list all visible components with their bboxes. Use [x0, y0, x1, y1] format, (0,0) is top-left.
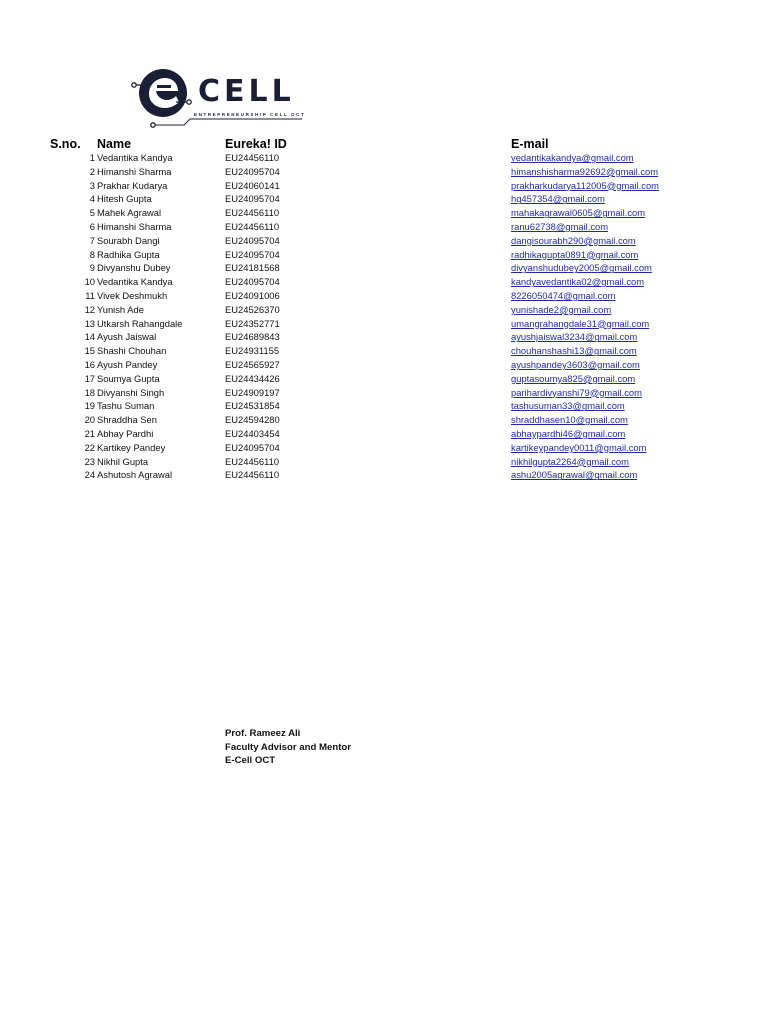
row-sno: 10: [84, 276, 95, 288]
row-name: Mahek Agrawal: [97, 207, 162, 219]
row-sno: 16: [84, 359, 95, 370]
signatory-org: E-Cell OCT: [225, 755, 276, 767]
row-name: Tashu Suman: [97, 400, 155, 412]
header-eureka-id: Eureka! ID: [225, 137, 287, 151]
row-name: Shraddha Sen: [97, 414, 157, 426]
row-email-link[interactable]: yunishade2@gmail.com: [511, 303, 612, 315]
row-email-link[interactable]: guptasoumya825@gmail.com: [511, 372, 636, 384]
row-email-link[interactable]: umangrahangdale31@gmail.com: [511, 317, 650, 329]
row-eureka-id: EU24456110: [225, 152, 280, 163]
row-name: Shashi Chouhan: [97, 345, 167, 357]
row-email-link[interactable]: ashu2005agrawal@gmail.com: [511, 469, 638, 481]
row-name: Yunish Ade: [97, 303, 144, 315]
row-email-link[interactable]: mahakagrawal0605@gmail.com: [511, 207, 646, 219]
row-name: Vedantika Kandya: [97, 152, 173, 163]
row-email-link[interactable]: ranu62738@gmail.com: [511, 221, 609, 232]
row-sno: 18: [84, 386, 95, 398]
row-eureka-id: EU24931155: [225, 345, 280, 357]
row-name: Kartikey Pandey: [97, 441, 166, 453]
row-email-link[interactable]: tashusuman33@gmail.com: [511, 400, 625, 412]
row-name: Sourabh Dangi: [97, 234, 160, 246]
row-eureka-id: EU24095704: [225, 193, 280, 205]
row-email-link[interactable]: chouhanshashi13@gmail.com: [511, 345, 637, 357]
header-email: E-mail: [511, 137, 549, 151]
row-eureka-id: EU24095704: [225, 234, 280, 246]
row-name: Utkarsh Rahangdale: [97, 317, 183, 329]
row-eureka-id: EU24594280: [225, 414, 280, 426]
row-eureka-id: EU24091006: [225, 290, 280, 301]
row-sno: 8: [89, 248, 95, 260]
ecell-logo: [126, 66, 306, 130]
row-name: Prakhar Kudarya: [97, 179, 168, 191]
row-sno: 1: [89, 152, 95, 163]
row-email-link[interactable]: shraddhasen10@gmail.com: [511, 414, 628, 426]
row-eureka-id: EU24531854: [225, 400, 280, 412]
row-sno: 19: [84, 400, 95, 412]
row-email-link[interactable]: prakharkudarya112005@gmail.com: [511, 179, 659, 191]
row-eureka-id: EU24456110: [225, 469, 280, 481]
row-eureka-id: EU24565927: [225, 359, 280, 370]
row-sno: 15: [84, 345, 95, 357]
row-name: Ayush Jaiswal: [97, 331, 157, 343]
row-sno: 12: [84, 303, 95, 315]
row-sno: 17: [84, 372, 95, 384]
row-name: Soumya Gupta: [97, 372, 160, 384]
row-name: Divyanshi Singh: [97, 386, 165, 398]
signatory-role: Faculty Advisor and Mentor: [225, 741, 351, 753]
logo-wordmark: CELL: [198, 74, 295, 109]
row-email-link[interactable]: hg457354@gmail.com: [511, 193, 605, 205]
row-sno: 11: [85, 290, 95, 301]
signature-block: [225, 727, 351, 768]
row-name: Vedantika Kandya: [97, 276, 173, 288]
row-name: Ayush Pandey: [97, 359, 158, 370]
row-name: Hitesh Gupta: [97, 193, 152, 205]
row-eureka-id: EU24909197: [225, 386, 280, 398]
row-eureka-id: EU24689843: [225, 331, 280, 343]
row-eureka-id: EU24095704: [225, 248, 280, 260]
row-sno: 4: [89, 193, 95, 205]
row-email-link[interactable]: ayushpandey3603@gmail.com: [511, 359, 640, 370]
row-eureka-id: EU24456110: [225, 207, 280, 219]
row-eureka-id: EU24181568: [225, 262, 280, 274]
row-eureka-id: EU24456110: [225, 455, 280, 467]
row-name: Himanshi Sharma: [97, 165, 172, 177]
row-email-link[interactable]: nikhilgupta2264@gmail.com: [511, 455, 629, 467]
row-sno: 24: [84, 469, 95, 481]
row-sno: 22: [84, 441, 95, 453]
row-eureka-id: EU24403454: [225, 428, 280, 439]
header-name: Name: [97, 137, 132, 151]
row-eureka-id: EU24095704: [225, 165, 280, 177]
row-sno: 9: [89, 262, 95, 274]
signatory-name: Prof. Rameez Ali: [225, 728, 301, 739]
row-email-link[interactable]: divyanshudubey2005@gmail.com: [511, 262, 652, 274]
row-email-link[interactable]: kartikeypandey0011@gmail.com: [511, 441, 647, 453]
row-email-link[interactable]: parihardivyanshi79@gmail.com: [511, 386, 642, 398]
row-name: Radhika Gupta: [97, 248, 160, 260]
logo-tagline: ENTREPRENEURSHIP CELL OCT: [194, 112, 306, 117]
row-sno: 20: [84, 414, 95, 426]
row-name: Divyanshu Dubey: [97, 262, 171, 274]
row-email-link[interactable]: ayushjaiswal3234@gmail.com: [511, 331, 638, 343]
row-sno: 21: [84, 428, 95, 439]
row-name: Nikhil Gupta: [97, 455, 149, 467]
row-eureka-id: EU24060141: [225, 179, 280, 191]
row-eureka-id: EU24456110: [225, 221, 280, 232]
row-sno: 7: [89, 234, 95, 246]
row-email-link[interactable]: 8226050474@gmail.com: [511, 290, 616, 301]
row-eureka-id: EU24434426: [225, 372, 280, 384]
row-eureka-id: EU24095704: [225, 276, 280, 288]
row-name: Vivek Deshmukh: [97, 290, 168, 301]
row-email-link[interactable]: dangisourabh290@gmail.com: [511, 234, 636, 246]
row-email-link[interactable]: abhaypardhi46@gmail.com: [511, 428, 626, 439]
row-name: Ashutosh Agrawal: [97, 469, 173, 481]
row-sno: 2: [89, 165, 95, 177]
row-name: Abhay Pardhi: [97, 428, 154, 439]
header-sno: S.no.: [50, 137, 81, 151]
row-name: Himanshi Sharma: [97, 221, 172, 232]
row-eureka-id: EU24352771: [225, 317, 280, 329]
row-email-link[interactable]: vedantikakandya@gmail.com: [511, 152, 634, 163]
row-sno: 14: [84, 331, 95, 343]
row-eureka-id: EU24095704: [225, 441, 280, 453]
row-sno: 3: [89, 179, 95, 191]
row-email-link[interactable]: radhikagupta0891@gmail.com: [511, 248, 639, 260]
row-sno: 23: [84, 455, 95, 467]
row-sno: 6: [89, 221, 95, 232]
row-sno: 5: [89, 207, 95, 219]
row-email-link[interactable]: himanshisharma92692@gmail.com: [511, 165, 659, 177]
row-eureka-id: EU24526370: [225, 303, 280, 315]
row-sno: 13: [84, 317, 95, 329]
row-email-link[interactable]: kandyavedantika02@gmail.com: [511, 276, 645, 288]
